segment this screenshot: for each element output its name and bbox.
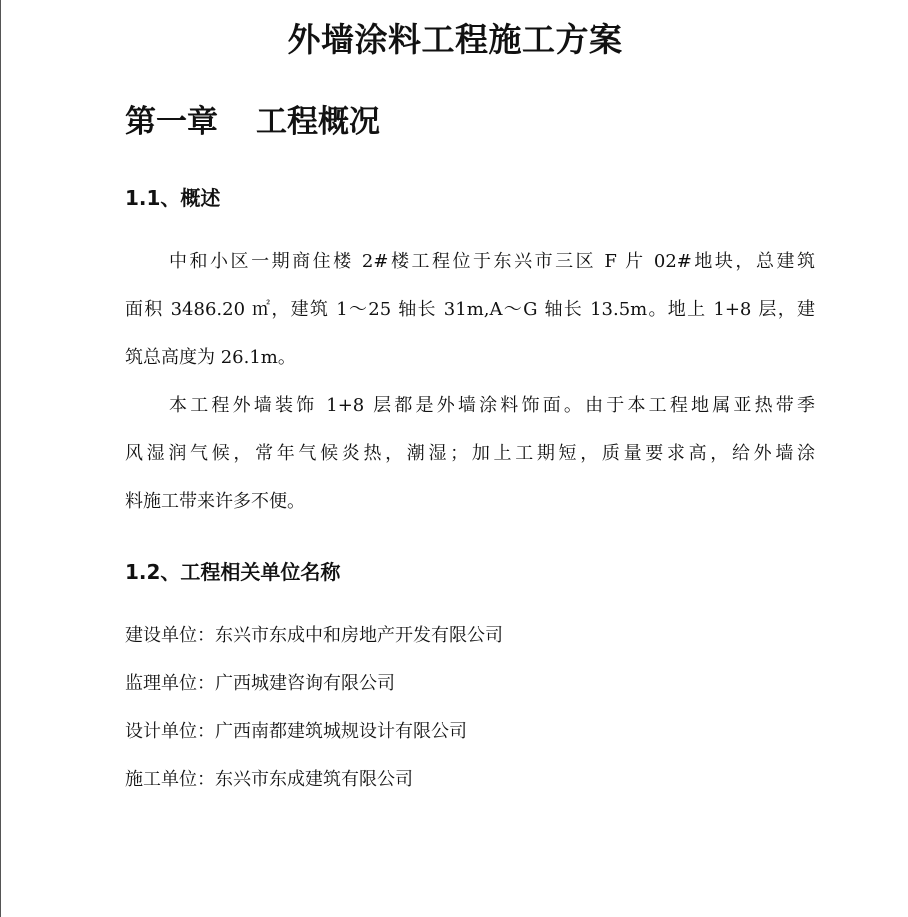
chapter-name: 工程概况 [256, 104, 380, 140]
chapter-number: 第一章 [125, 104, 218, 140]
overview-para-2-line-1: 本工程外墙装饰 1+8 层都是外墙涂料饰面。由于本工程地属亚热带季 [169, 395, 815, 416]
section-heading-units: 1.2、工程相关单位名称 [125, 560, 341, 584]
chapter-heading [125, 96, 380, 141]
unit-designer: 设计单位：广西南都建筑城规设计有限公司 [125, 721, 467, 742]
document-title: 外墙涂料工程施工方案 [287, 20, 623, 59]
overview-para-2-line-2: 风湿润气候，常年气候炎热，潮湿；加上工期短，质量要求高，给外墙涂 [125, 443, 815, 464]
section-heading-overview: 1.1、概述 [125, 186, 221, 210]
overview-para-1-line-3: 筑总高度为 26.1m。 [125, 347, 296, 368]
unit-contractor: 施工单位：东兴市东成建筑有限公司 [125, 769, 413, 790]
overview-para-1-line-1: 中和小区一期商住楼 2#楼工程位于东兴市三区 F 片 02#地块，总建筑 [169, 251, 815, 272]
unit-construction-owner: 建设单位：东兴市东成中和房地产开发有限公司 [125, 625, 503, 646]
overview-para-2-line-3: 料施工带来许多不便。 [125, 491, 305, 512]
unit-supervisor: 监理单位：广西城建咨询有限公司 [125, 673, 395, 694]
overview-para-1-line-2: 面积 3486.20 ㎡，建筑 1～25 轴长 31m,A～G 轴长 13.5m。地上 1+8 层，建 [125, 299, 815, 320]
